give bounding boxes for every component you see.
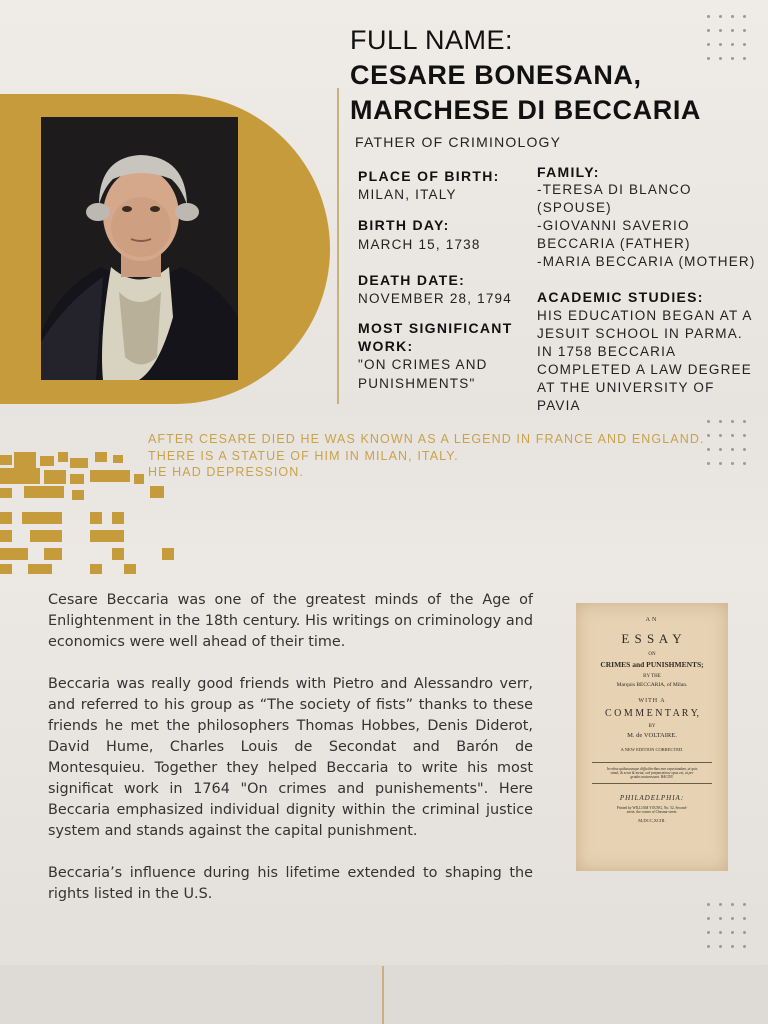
death-date-value: NOVEMBER 28, 1794	[358, 291, 512, 306]
facts-block	[148, 431, 705, 481]
name-line-1: CESARE BONESANA,	[350, 60, 642, 90]
fact-line: AFTER CESARE DIED HE WAS KNOWN AS A LEGEND IN FRANCE AND ENGLAND.	[148, 432, 705, 446]
dot-grid-decoration	[707, 903, 746, 948]
book-line: gradus maturescant. BACON.	[630, 775, 674, 779]
book-line: ON	[648, 652, 656, 657]
book-line: BY	[648, 724, 656, 729]
academic-line: HIS EDUCATION BEGAN AT A	[537, 308, 753, 323]
book-line: M. de VOLTAIRE.	[627, 732, 677, 739]
fact-line: HE HAD DEPRESSION.	[148, 465, 304, 479]
book-line: BY THE	[643, 674, 661, 679]
academic-line: IN 1758 BECCARIA	[537, 344, 677, 359]
family-line: -MARIA BECCARIA (MOTHER)	[537, 254, 756, 269]
portrait-image	[41, 117, 238, 380]
academic-line: PAVIA	[537, 398, 581, 413]
biography-text	[48, 590, 533, 926]
book-line: A NEW EDITION CORRECTED.	[620, 747, 684, 752]
subtitle: FATHER OF CRIMINOLOGY	[355, 134, 562, 150]
divider-line	[337, 88, 339, 404]
birth-day-label: BIRTH DAY:	[358, 217, 450, 233]
book-line: WITH A	[638, 698, 666, 704]
name-line-2: MARCHESE DI BECCARIA	[350, 95, 702, 125]
academic-line: JESUIT SCHOOL IN PARMA.	[537, 326, 743, 341]
book-line: CRIMES and PUNISHMENTS;	[600, 660, 704, 669]
book-line: street, the corner of Chesnut-street.	[626, 810, 678, 814]
dot-grid-decoration	[707, 15, 746, 60]
full-name-label: FULL NAME:	[350, 25, 514, 55]
family-line: -TERESA DI BLANCO	[537, 182, 692, 197]
significant-work-label-2: WORK:	[358, 338, 414, 354]
book-line: In rebus quibuscunque difficilioribus non expectandum, ut quis	[606, 767, 698, 771]
death-date-label: DEATH DATE:	[358, 272, 466, 288]
significant-work-value: "ON CRIMES AND	[358, 357, 488, 372]
book-line: Marquis BECCARIA, of Milan.	[616, 682, 688, 688]
dot-grid-decoration	[707, 420, 746, 465]
birth-day-value: MARCH 15, 1738	[358, 237, 481, 252]
book-line: C O M M E N T A R Y,	[604, 708, 700, 719]
book-line: PHILADELPHIA:	[619, 794, 685, 802]
place-of-birth-value: MILAN, ITALY	[358, 187, 457, 202]
book-title-page-image	[576, 603, 728, 871]
body-paragraph: Beccaria’s influence during his lifetime extended to shaping the rights listed in the U.S.	[48, 865, 533, 902]
book-line: AN	[645, 617, 659, 623]
significant-work-label: MOST SIGNIFICANT	[358, 320, 513, 336]
divider-line	[382, 966, 384, 1024]
fact-line: THERE IS A STATUE OF HIM IN MILAN, ITALY.	[148, 448, 459, 463]
family-label: FAMILY:	[537, 164, 600, 180]
book-line: E S S A Y	[621, 631, 683, 646]
place-of-birth-label: PLACE OF BIRTH:	[358, 168, 500, 184]
book-line: Printed by WILLIAM YOUNG, No. 52, Second-	[616, 806, 688, 810]
book-line: M,DCC,XCIII.	[638, 818, 666, 823]
academic-studies-label: ACADEMIC STUDIES:	[537, 289, 704, 305]
bottom-band	[0, 965, 768, 1024]
family-line: (SPOUSE)	[537, 200, 612, 215]
body-paragraph: Cesare Beccaria was one of the greatest minds of the Age of Enlightenment in the 18th century. His writings on criminology and economics were well ahead of their time.	[48, 592, 533, 650]
book-line: simul, & serat & metat, sed præparatione opus est, ut per	[610, 771, 694, 775]
family-line: -GIOVANNI SAVERIO	[537, 218, 690, 233]
academic-line: AT THE UNIVERSITY OF	[537, 380, 715, 395]
body-paragraph: Beccaria was really good friends with Pietro and Alessandro verr, and referred to his group as “The society of fists” thanks to these friends he met the philosophers Thomas Hobbes, Denis Diderot, David Hume, Charles Louis de Secondat and Barón de Montesquieu. Together they helped Beccaria to write his most significat work in 1764 "On crimes and punishements". Here Beccaria emphasized individual dignity within the criminal justice system and stands against the capital punishment.	[48, 676, 533, 839]
family-line: BECCARIA (FATHER)	[537, 236, 691, 251]
academic-line: COMPLETED A LAW DEGREE	[537, 362, 752, 377]
significant-work-value-2: PUNISHMENTS"	[358, 376, 476, 391]
